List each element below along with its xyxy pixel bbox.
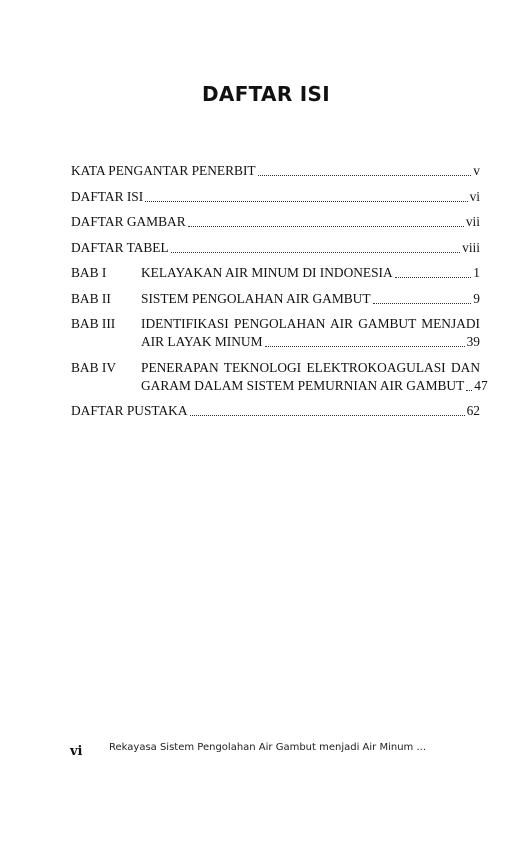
- toc-entry-page: 62: [466, 403, 480, 418]
- dot-leader: [171, 252, 460, 253]
- page-title: DAFTAR ISI: [202, 82, 330, 106]
- toc-entry-page: vi: [469, 188, 480, 204]
- toc-entry-label: DAFTAR TABEL: [71, 239, 169, 255]
- toc-entry-daftar-tabel[interactable]: [71, 239, 480, 257]
- chapter-number: BAB IV: [71, 359, 117, 375]
- toc-entry-kata-pengantar[interactable]: [71, 162, 480, 180]
- toc-entry-daftar-pustaka[interactable]: [71, 402, 480, 420]
- toc-entry-page: viii: [462, 239, 480, 255]
- toc-entry-page: 1: [473, 265, 480, 280]
- toc-entry-label: DAFTAR GAMBAR: [71, 214, 186, 229]
- dot-leader: [395, 277, 472, 278]
- chapter-number: BAB II: [71, 290, 111, 306]
- toc-entry-bab-3[interactable]: [71, 315, 480, 351]
- toc-entry-page: vii: [465, 214, 480, 229]
- page-footer: [70, 740, 427, 759]
- chapter-title-line-2: GARAM DALAM SISTEM PEMURNIAN AIR GAMBUT: [141, 377, 465, 393]
- toc-entry-label: DAFTAR PUSTAKA: [71, 403, 188, 418]
- dot-leader: [258, 175, 472, 176]
- toc-entry-bab-2[interactable]: [71, 290, 480, 308]
- toc-entry-daftar-gambar[interactable]: [71, 213, 480, 231]
- dot-leader: [145, 201, 467, 202]
- dot-leader: [188, 226, 464, 227]
- chapter-title-line-1: PENERAPAN TEKNOLOGI ELEKTROKOAGULASI DAN: [141, 359, 480, 375]
- chapter-title: KELAYAKAN AIR MINUM DI INDONESIA: [141, 265, 393, 280]
- footer-running-title: Rekayasa Sistem Pengolahan Air Gambut menjadi Air Minum ...: [109, 742, 427, 753]
- toc-entry-page: v: [473, 163, 480, 178]
- chapter-title-line-1: IDENTIFIKASI PENGOLAHAN AIR GAMBUT MENJADI: [141, 316, 480, 331]
- chapter-number: BAB I: [71, 265, 107, 280]
- toc-entry-page: 47: [474, 377, 488, 393]
- dot-leader: [265, 346, 465, 347]
- toc-entry-page: 39: [466, 334, 480, 349]
- chapter-title: SISTEM PENGOLAHAN AIR GAMBUT: [141, 290, 371, 306]
- toc-entry-label: DAFTAR ISI: [71, 188, 144, 204]
- dot-leader: [190, 415, 465, 416]
- chapter-number: BAB III: [71, 316, 116, 331]
- toc-entry-label: KATA PENGANTAR PENERBIT: [71, 163, 256, 178]
- toc-entry-daftar-isi[interactable]: [71, 188, 480, 206]
- chapter-title-line-2: AIR LAYAK MINUM: [141, 334, 263, 349]
- footer-page-number: vi: [70, 744, 83, 759]
- toc-entry-page: 9: [473, 290, 480, 306]
- dot-leader: [466, 390, 472, 391]
- toc-entry-bab-1[interactable]: [71, 264, 480, 282]
- table-of-contents: [71, 162, 488, 428]
- toc-entry-bab-4[interactable]: [71, 359, 488, 395]
- dot-leader: [373, 303, 472, 304]
